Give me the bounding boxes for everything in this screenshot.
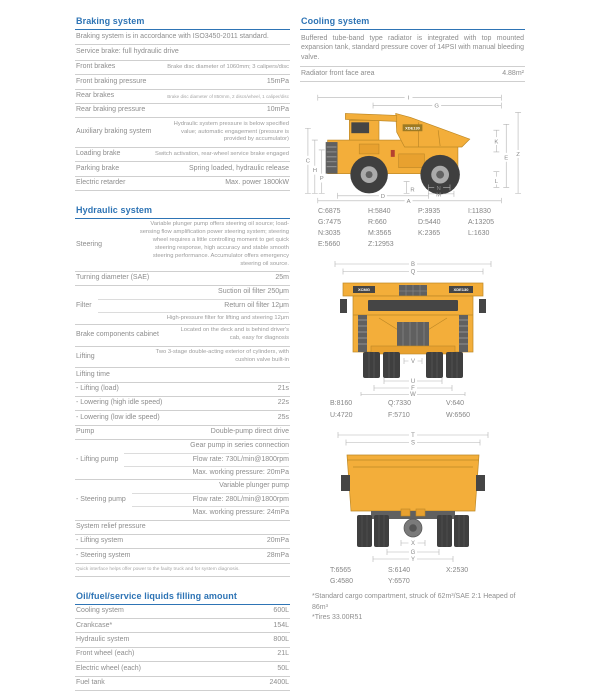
section-braking (75, 16, 290, 191)
dim-value: Y:6570 (388, 578, 410, 586)
dim-letter: Y (410, 556, 415, 563)
section-liquids (75, 591, 290, 691)
dim-value: Q:7330 (388, 400, 411, 408)
spec-row (75, 219, 290, 272)
dim-letter: Q (410, 269, 415, 276)
cooling-description: Buffered tube-band type radiator is integrated with top mounted expansion tank, standard pressure cover of 14PSI with manual bleeding valve. (300, 30, 525, 67)
spec-value: 2400L (269, 679, 289, 687)
spec-value: High-pressure filter for lifting and steering 12μm (166, 315, 289, 321)
dim-value: M:3565 (368, 230, 392, 238)
dim-letter: A (406, 198, 411, 204)
spec-value: Gear pump in series connection (124, 440, 289, 453)
model-label: XDE130 (404, 125, 420, 131)
spec-label: Parking brake (76, 164, 120, 172)
braking-standard-line: Braking system is in accordance with ISO3450-2011 standard. (75, 30, 290, 45)
hydraulic-title: Hydraulic system (75, 205, 290, 219)
spec-row-group (75, 440, 290, 480)
model-label: XDE130 (453, 287, 468, 293)
dim-value: P:3935 (418, 207, 441, 215)
dim-letter: F (410, 386, 415, 393)
spec-label: Filter (76, 301, 92, 309)
dim-value: B:8160 (330, 400, 353, 408)
liquids-title: Oil/fuel/service liquids filling amount (75, 591, 290, 605)
spec-value: Max. working pressure: 24mPa (192, 509, 289, 517)
spec-row-group (75, 286, 290, 325)
spec-value: 21L (277, 650, 289, 658)
spec-label: - Lowering (high idle speed) (76, 399, 163, 407)
dim-letter: C (305, 157, 310, 164)
spec-value: Switch activation, rear-wheel service brake engaged (154, 151, 289, 157)
spec-row (75, 272, 290, 286)
spec-label: Front brakes (76, 63, 116, 71)
spec-value: Return oil filter 12μm (98, 300, 289, 313)
spec-value: Suction oil filter 250μm (98, 286, 289, 299)
spec-value: 10mPa (266, 106, 289, 114)
spec-value: Two 3-stage double-acting exterior of cylinders, with cushion valve built-in (155, 349, 289, 363)
spec-row (75, 383, 290, 397)
dim-value: L:1630 (468, 230, 490, 238)
dim-letter: N (436, 185, 441, 192)
spec-value: 4.88m² (502, 69, 524, 77)
spec-label: Lifting (76, 352, 95, 360)
dim-value: S:6140 (388, 566, 411, 574)
spec-label: Auxiliary braking system (76, 128, 152, 136)
spec-label: - Lifting (load) (76, 385, 119, 393)
spec-row (75, 75, 290, 89)
front-dimension-values (330, 398, 525, 420)
spec-label: Fuel tank (76, 679, 105, 687)
dim-value: K:2365 (418, 230, 441, 238)
spec-row (75, 177, 290, 191)
spec-value: Flow rate: 280L/min@1800rpm (132, 494, 289, 507)
dim-value: G:7475 (318, 218, 341, 226)
dim-letter: B (410, 262, 415, 269)
dim-value: I:11830 (468, 207, 491, 215)
dim-letter: H (312, 167, 317, 174)
spec-label: Electric wheel (each) (76, 664, 141, 672)
spec-row (75, 648, 290, 662)
spec-value-list (124, 440, 289, 479)
spec-value: 21s (277, 385, 289, 393)
spec-value: Located on the deck and is behind driver's cab, easy for diagnosis (180, 327, 289, 342)
spec-value: 25s (277, 413, 289, 421)
dim-letter: M (435, 192, 441, 199)
spec-row (75, 535, 290, 549)
spec-row (75, 90, 290, 104)
spec-row (75, 411, 290, 425)
spec-label: Lifting time (76, 370, 110, 378)
dim-value: W:6560 (446, 411, 470, 419)
spec-value: Flow rate: 730L/min@1800rpm (124, 454, 289, 467)
hydraulic-footnote: Quick interface helps offer power to the faulty truck and for system diagnosis. (75, 564, 290, 577)
dim-letter: S (410, 440, 415, 447)
spec-label: - Steering pump (76, 496, 126, 504)
dim-value: C:6875 (318, 207, 341, 215)
spec-row (75, 426, 290, 440)
spec-subheader-row (75, 521, 290, 535)
dim-value: E:5660 (318, 241, 341, 249)
spec-label: Steering (76, 240, 103, 248)
spec-label: Crankcase* (76, 621, 113, 629)
dim-letter: P (319, 175, 324, 182)
spec-label: Cooling system (76, 607, 124, 615)
dim-value: R:660 (368, 218, 387, 226)
spec-label: Rear brakes (76, 92, 115, 100)
spec-label: Turning diameter (SAE) (76, 274, 150, 282)
truck-side-view-figure (302, 90, 524, 204)
side-dimension-values (318, 206, 525, 251)
dim-value: G:4580 (330, 578, 353, 586)
spec-label: - Lifting system (76, 537, 124, 545)
dim-letter: W (409, 392, 416, 397)
dim-value: X:2530 (446, 566, 469, 574)
spec-row (300, 67, 525, 81)
footnote: *Tires 33.00R51 (312, 614, 363, 622)
spec-row (75, 662, 290, 676)
braking-service-line: Service brake: full hydraulic drive (75, 45, 290, 60)
spec-label: Hydraulic system (76, 635, 130, 643)
dim-letter: R (409, 187, 415, 194)
dim-letter: G (433, 103, 439, 110)
spec-value: 20mPa (266, 537, 289, 545)
spec-label: Front wheel (each) (76, 650, 135, 658)
spec-value: 50L (277, 664, 289, 672)
spec-row (75, 619, 290, 633)
spec-label: Loading brake (76, 150, 121, 158)
dim-letter: I (407, 95, 409, 102)
spec-row (75, 162, 290, 176)
spec-label: Pump (76, 428, 95, 436)
spec-row (75, 549, 290, 563)
left-column (75, 16, 290, 691)
dim-letter: L (494, 178, 498, 185)
spec-value: 28mPa (266, 551, 289, 559)
spec-value: Hydraulic system pressure is below specified value; automatic engagement (pressure is provided by accumulator) (173, 120, 289, 143)
dim-value: D:5440 (418, 218, 441, 226)
dim-letter: Z (515, 151, 520, 158)
spec-value: 154L (273, 621, 289, 629)
truck-front-view-figure (313, 258, 513, 396)
spec-label: Rear braking pressure (76, 106, 146, 114)
spec-value: 600L (273, 607, 289, 615)
dim-letter: X (410, 540, 415, 547)
dim-value: Z:12953 (368, 241, 394, 249)
braking-title: Braking system (75, 16, 290, 30)
spec-value: 22s (277, 399, 289, 407)
dim-value: N:3035 (318, 230, 341, 238)
dim-letter: V (410, 359, 415, 366)
spec-row (75, 347, 290, 369)
spec-row (75, 148, 290, 162)
spec-value: Max. working pressure: 20mPa (192, 468, 289, 476)
spec-value: 25m (275, 274, 289, 282)
spec-value: Brake disc diameter of 1060mm; 3 calipers/disc (167, 64, 289, 70)
spec-row (75, 677, 290, 691)
spec-subheader-row (75, 368, 290, 382)
spec-value: Spring loaded, hydraulic release (188, 164, 289, 172)
rear-dimension-values (330, 565, 525, 587)
spec-row (75, 61, 290, 75)
dim-value: F:5710 (388, 411, 410, 419)
right-column (300, 16, 525, 691)
spec-row (75, 605, 290, 619)
spec-value: Brake disc diameter of 850mm, 2 discs/wheel, 1 caliper/disc (167, 93, 289, 99)
dim-value: T:6565 (330, 566, 352, 574)
footnotes (312, 592, 525, 624)
spec-row (75, 104, 290, 118)
spec-label: Front braking pressure (76, 77, 147, 85)
spec-value: Variable plunger pump (132, 480, 289, 493)
spec-row (75, 118, 290, 147)
spec-label: - Lifting pump (76, 456, 119, 464)
spec-label: Electric retarder (76, 179, 126, 187)
brand-label: XCMG (357, 287, 370, 293)
dim-value: V:640 (446, 400, 465, 408)
spec-label: - Lowering (low idle speed) (76, 413, 160, 421)
spec-label: - Steering system (76, 551, 131, 559)
spec-value: 800L (273, 635, 289, 643)
truck-rear-view-figure (313, 429, 513, 563)
spec-label: Brake components cabinet (76, 331, 159, 339)
spec-label: Radiator front face area (301, 69, 375, 77)
section-hydraulic (75, 205, 290, 577)
spec-value: Variable plunger pump offers steering oil source; load-sensing flow amplification power steering system; steering wheel requires a little controlling moment to get quick steering response, high accuracy and stable smooth steering performance. Accumulator offers emergency steering oil source. (139, 221, 289, 267)
dim-letter: T (410, 432, 415, 439)
section-cooling (300, 16, 525, 82)
spec-label: System relief pressure (76, 523, 146, 530)
dim-value: A:13205 (468, 218, 495, 226)
dim-letter: D (380, 193, 385, 200)
spec-value: 15mPa (266, 77, 289, 85)
spec-value: Max. power 1800kW (225, 179, 289, 187)
spec-row (75, 397, 290, 411)
dim-value: U:4720 (330, 411, 353, 419)
dim-letter: K (493, 139, 498, 146)
spec-value: Double-pump direct drive (210, 428, 289, 436)
spec-row-group (75, 480, 290, 520)
dim-letter: E (503, 155, 508, 162)
spec-row (75, 325, 290, 347)
dim-letter: G (410, 549, 415, 556)
spec-value-list (132, 480, 289, 519)
cooling-title: Cooling system (300, 16, 525, 30)
spec-row (75, 633, 290, 647)
dim-letter: U (410, 379, 415, 386)
footnote: *Standard cargo compartment, struck of 62m³/SAE 2:1 Heaped of 86m³ (312, 593, 516, 611)
dim-value: H:5840 (368, 207, 391, 215)
spec-value-list (98, 286, 289, 324)
